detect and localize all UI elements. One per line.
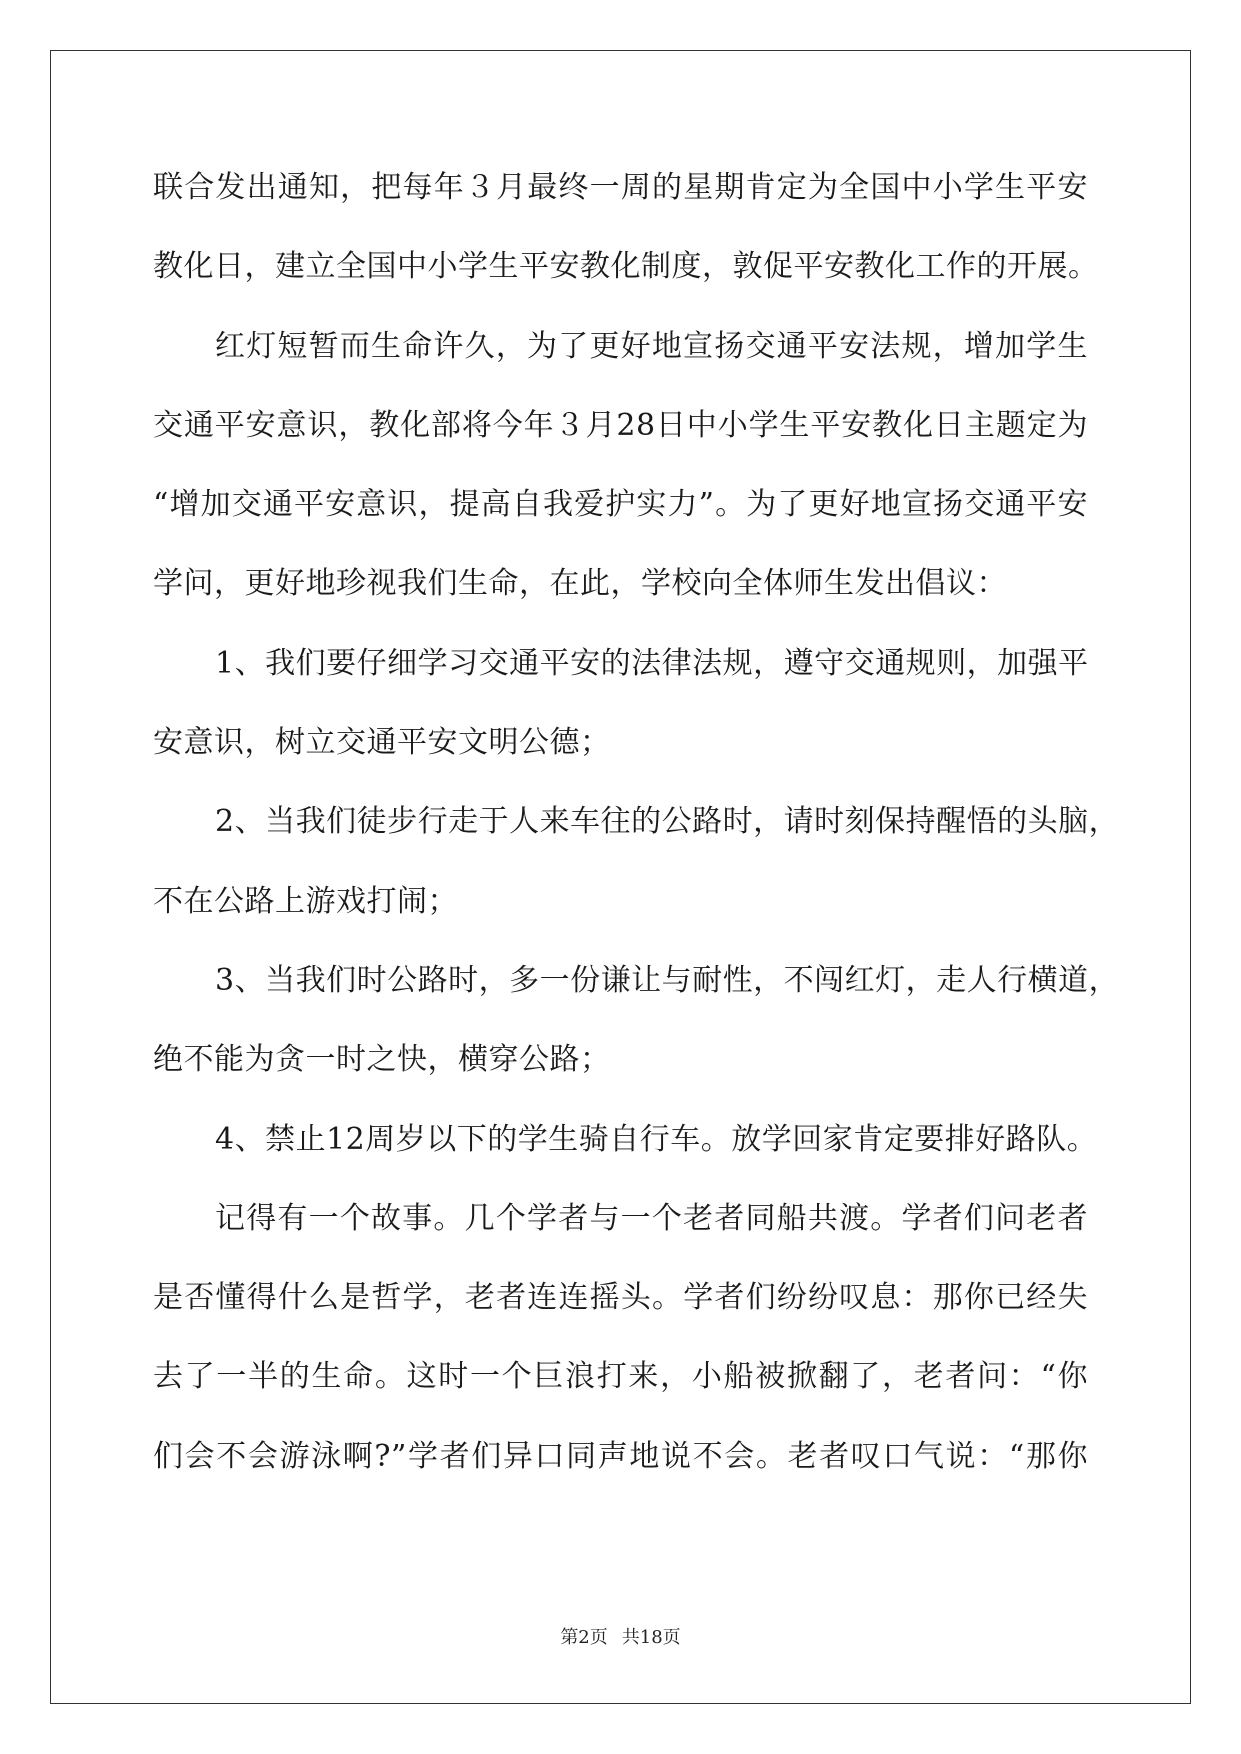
text-line-14: 记得有一个故事。几个学者与一个老者同船共渡。学者们问老者 [215, 1200, 1088, 1236]
text-line-2: 教化日，建立全国中小学生平安教化制度，敦促平安教化工作的开展。 [153, 249, 1099, 285]
page-footer [0, 1627, 1241, 1649]
text-line-15: 是否懂得什么是哲学，老者连连摇头。学者们纷纷叹息：那你已经失 [153, 1280, 1088, 1316]
text-line-1: 联合发出通知，把每年３月最终一周的星期肯定为全国中小学生平安 [153, 170, 1088, 205]
document-body [153, 168, 1120, 1516]
text-line-5: “增加交通平安意识，提高自我爱护实力”。为了更好地宣扬交通平安 [153, 487, 1088, 523]
text-line-6: 学问，更好地珍视我们生命，在此，学校向全体师生发出倡议： [153, 566, 1007, 602]
text-line-11: 3、当我们时公路时，多一份谦让与耐性，不闯红灯，走人行横道， [215, 962, 1120, 998]
text-line-7: 1、我们要仔细学习交通平安的法律法规，遵守交通规则，加强平 [215, 645, 1089, 681]
page-total: 共18页 [621, 1627, 681, 1648]
text-line-13: 4、禁止12周岁以下的学生骑自行车。放学回家肯定要排好路队。 [215, 1121, 1098, 1157]
page-number: 第2页 [560, 1627, 608, 1648]
text-line-4: 交通平安意识，教化部将今年３月28日中小学生平安教化日主题定为 [153, 407, 1088, 443]
text-line-12: 绝不能为贪一时之快，横穿公路； [153, 1042, 611, 1078]
text-line-8: 安意识，树立交通平安文明公德； [153, 725, 611, 761]
text-line-17: 们会不会游泳啊?”学者们异口同声地说不会。老者叹口气说：“那你 [153, 1438, 1088, 1474]
text-line-10: 不在公路上游戏打闹； [153, 883, 458, 919]
text-line-3: 红灯短暂而生命许久，为了更好地宣扬交通平安法规，增加学生 [215, 328, 1088, 364]
text-line-9: 2、当我们徒步行走于人来车往的公路时，请时刻保持醒悟的头脑， [215, 804, 1120, 840]
text-line-16: 去了一半的生命。这时一个巨浪打来，小船被掀翻了，老者问：“你 [153, 1359, 1088, 1395]
